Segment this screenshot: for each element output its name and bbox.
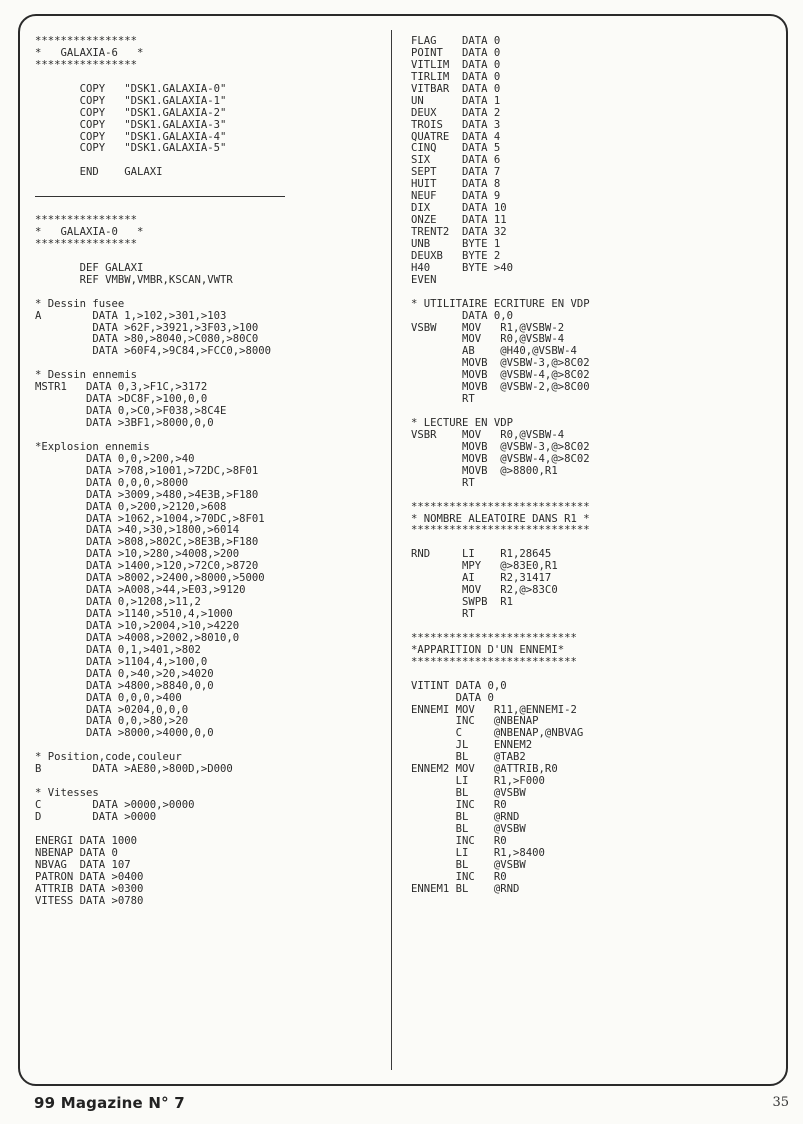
code-line: ATTRIB DATA >0300 xyxy=(35,882,144,895)
code-line: RT xyxy=(411,393,475,406)
code-line: BL @VSBW xyxy=(411,822,526,835)
code-line: TIRLIM DATA 0 xyxy=(411,70,501,83)
code-line: **************** xyxy=(35,237,138,250)
code-line: RND LI R1,28645 xyxy=(411,548,552,561)
code-line: *Explosion ennemis xyxy=(35,440,150,453)
code-line: BL @VSBW xyxy=(411,787,526,800)
code-line: ENNEMI MOV R11,@ENNEMI-2 xyxy=(411,703,577,716)
code-line: PATRON DATA >0400 xyxy=(35,870,144,883)
code-line: DATA >3009,>480,>4E3B,>F180 xyxy=(35,488,259,501)
code-line: DATA >3BF1,>8000,0,0 xyxy=(35,417,214,429)
code-line: MSTR1 DATA 0,3,>F1C,>3172 xyxy=(35,381,208,394)
code-line: DATA 0,>1208,>11,2 xyxy=(35,596,201,609)
code-line: DATA 0,1,>401,>802 xyxy=(35,643,201,656)
code-line: DATA 0 xyxy=(411,691,494,704)
code-line: INC @NBENAP xyxy=(411,715,539,728)
code-line: C DATA >0000,>0000 xyxy=(35,799,195,811)
code-line: DATA 0,>200,>2120,>608 xyxy=(35,500,227,513)
code-line: DATA >10,>280,>4008,>200 xyxy=(35,548,240,561)
code-line: DEUX DATA 2 xyxy=(411,106,501,119)
code-line: FLAG DATA 0 xyxy=(411,35,501,47)
code-line: COPY "DSK1.GALAXIA-4" xyxy=(35,130,227,143)
code-line: MOVB @VSBW-4,@>8C02 xyxy=(411,452,590,465)
code-line: C @NBENAP,@NBVAG xyxy=(411,727,584,740)
code-line: MOV R2,@>83C0 xyxy=(411,584,558,597)
code-line: NEUF DATA 9 xyxy=(411,190,501,203)
code-line: MPY @>83E0,R1 xyxy=(411,560,558,573)
code-line: DATA >1104,4,>100,0 xyxy=(35,655,208,668)
code-line: TROIS DATA 3 xyxy=(411,118,501,131)
code-line: DATA 0,0,>200,>40 xyxy=(35,452,195,465)
code-line: *APPARITION D'UN ENNEMI* xyxy=(411,643,565,656)
code-line: DATA >8002,>2400,>8000,>5000 xyxy=(35,572,265,585)
code-line: AB @H40,@VSBW-4 xyxy=(411,345,577,358)
code-line: * NOMBRE ALEATOIRE DANS R1 * xyxy=(411,512,590,525)
code-line: MOVB @>8800,R1 xyxy=(411,464,558,477)
code-line: RT xyxy=(411,608,475,620)
code-line: A DATA 1,>102,>301,>103 xyxy=(35,309,227,322)
code-line: NBENAP DATA 0 xyxy=(35,846,118,859)
code-line: DATA >40,>30,>1800,>6014 xyxy=(35,524,240,537)
code-line: EVEN xyxy=(411,273,437,286)
code-line: DEF GALAXI xyxy=(35,261,144,274)
code-line: ENNEM2 MOV @ATTRIB,R0 xyxy=(411,763,558,776)
code-line: BL @TAB2 xyxy=(411,751,526,764)
code-line: * Dessin fusee xyxy=(35,297,125,310)
code-line: ************************** xyxy=(411,631,577,644)
code-line: **************** xyxy=(35,58,138,71)
code-line: * Position,code,couleur xyxy=(35,751,182,764)
code-line: DATA >DC8F,>100,0,0 xyxy=(35,393,208,406)
right-code-column xyxy=(411,36,771,896)
section-divider xyxy=(35,191,380,203)
code-line: DATA >808,>802C,>8E3B,>F180 xyxy=(35,536,259,549)
code-line: UN DATA 1 xyxy=(411,94,501,107)
code-line: VITESS DATA >0780 xyxy=(35,894,144,907)
code-line: LI R1,>8400 xyxy=(411,846,545,859)
code-line: MOV R0,@VSBW-4 xyxy=(411,333,565,346)
code-line: **************** xyxy=(35,214,138,227)
code-line: DATA >0204,0,0,0 xyxy=(35,703,189,716)
magazine-title: 99 Magazine N° 7 xyxy=(34,1094,185,1112)
code-line: COPY "DSK1.GALAXIA-2" xyxy=(35,106,227,119)
code-line: DIX DATA 10 xyxy=(411,202,507,215)
code-line: DATA 0,0 xyxy=(411,309,514,322)
code-line: BL @RND xyxy=(411,810,520,823)
code-line: VITINT DATA 0,0 xyxy=(411,679,507,692)
code-line: DATA >60F4,>9C84,>FCC0,>8000 xyxy=(35,345,271,358)
code-line: AI R2,31417 xyxy=(411,572,552,585)
code-line: LI R1,>F000 xyxy=(411,775,545,788)
code-line: BL @VSBW xyxy=(411,858,526,871)
code-line: SIX DATA 6 xyxy=(411,154,501,167)
code-line: SWPB R1 xyxy=(411,596,514,609)
code-line: COPY "DSK1.GALAXIA-1" xyxy=(35,94,227,107)
code-line: REF VMBW,VMBR,KSCAN,VWTR xyxy=(35,273,233,286)
code-line: MOVB @VSBW-4,@>8C02 xyxy=(411,369,590,382)
code-line: SEPT DATA 7 xyxy=(411,166,501,179)
left-code-column xyxy=(35,36,380,907)
code-line: DATA >8000,>4000,0,0 xyxy=(35,727,214,740)
code-line: DATA 0,0,0,>400 xyxy=(35,691,182,704)
code-line: DEUXB BYTE 2 xyxy=(411,249,501,262)
code-line: **************************** xyxy=(411,500,590,513)
code-line: * UTILITAIRE ECRITURE EN VDP xyxy=(411,297,590,310)
code-line: COPY "DSK1.GALAXIA-5" xyxy=(35,142,227,155)
code-line xyxy=(411,490,771,502)
code-line xyxy=(35,179,380,191)
code-line: **************** xyxy=(35,35,138,47)
code-line: INC R0 xyxy=(411,870,507,883)
code-line: VITLIM DATA 0 xyxy=(411,58,501,71)
code-line: DATA >1400,>120,>72C0,>8720 xyxy=(35,560,259,573)
code-line: DATA 0,>40,>20,>4020 xyxy=(35,667,214,680)
code-line: INC R0 xyxy=(411,799,507,811)
code-line: * Vitesses xyxy=(35,787,99,800)
code-line: ************************** xyxy=(411,655,577,668)
code-line: H40 BYTE >40 xyxy=(411,261,514,274)
code-line: QUATRE DATA 4 xyxy=(411,130,501,143)
code-line: CINQ DATA 5 xyxy=(411,142,501,155)
code-line: RT xyxy=(411,476,475,489)
code-line: ENERGI DATA 1000 xyxy=(35,834,138,847)
code-line: DATA 0,>C0,>F038,>8C4E xyxy=(35,405,227,418)
code-line: DATA 0,0,>80,>20 xyxy=(35,715,189,728)
code-line: COPY "DSK1.GALAXIA-3" xyxy=(35,118,227,131)
page-number: 35 xyxy=(772,1095,789,1110)
code-line: DATA >1062,>1004,>70DC,>8F01 xyxy=(35,512,265,525)
code-line: DATA >4008,>2002,>8010,0 xyxy=(35,631,240,644)
code-line xyxy=(35,72,380,84)
code-line: END GALAXI xyxy=(35,166,163,179)
code-line: VITBAR DATA 0 xyxy=(411,82,501,95)
code-line: INC R0 xyxy=(411,834,507,847)
code-line: DATA >10,>2004,>10,>4220 xyxy=(35,619,240,632)
code-line: B DATA >AE80,>800D,>D000 xyxy=(35,763,233,776)
code-line xyxy=(411,669,771,681)
code-line: MOVB @VSBW-3,@>8C02 xyxy=(411,440,590,453)
code-line: COPY "DSK1.GALAXIA-0" xyxy=(35,82,227,95)
code-line: DATA >A008,>44,>E03,>9120 xyxy=(35,584,246,597)
code-line: ONZE DATA 11 xyxy=(411,214,507,227)
code-line: D DATA >0000 xyxy=(35,810,157,823)
code-line: VSBR MOV R0,@VSBW-4 xyxy=(411,428,565,441)
code-line: * LECTURE EN VDP xyxy=(411,417,514,429)
code-line: HUIT DATA 8 xyxy=(411,178,501,191)
code-line: JL ENNEM2 xyxy=(411,739,533,752)
code-line: DATA >4800,>8840,0,0 xyxy=(35,679,214,692)
code-line xyxy=(35,287,380,299)
code-line: DATA >708,>1001,>72DC,>8F01 xyxy=(35,464,259,477)
code-line: DATA >80,>8040,>C080,>80C0 xyxy=(35,333,259,346)
code-line: DATA >1140,>510,4,>1000 xyxy=(35,608,233,620)
code-line: UNB BYTE 1 xyxy=(411,237,501,250)
code-line: DATA 0,0,0,>8000 xyxy=(35,476,189,489)
column-divider xyxy=(391,30,392,1070)
code-line: TRENT2 DATA 32 xyxy=(411,226,507,238)
code-line xyxy=(411,287,771,299)
code-line: * GALAXIA-0 * xyxy=(35,226,144,238)
code-line: NBVAG DATA 107 xyxy=(35,858,131,871)
code-line: * GALAXIA-6 * xyxy=(35,46,144,59)
code-line: MOVB @VSBW-2,@>8C00 xyxy=(411,381,590,394)
code-line: MOVB @VSBW-3,@>8C02 xyxy=(411,357,590,370)
code-line: **************************** xyxy=(411,524,590,537)
code-line: POINT DATA 0 xyxy=(411,46,501,59)
code-line: ENNEM1 BL @RND xyxy=(411,882,520,895)
code-line: * Dessin ennemis xyxy=(35,369,138,382)
code-line: VSBW MOV R1,@VSBW-2 xyxy=(411,321,565,334)
code-line: DATA >62F,>3921,>3F03,>100 xyxy=(35,321,259,334)
